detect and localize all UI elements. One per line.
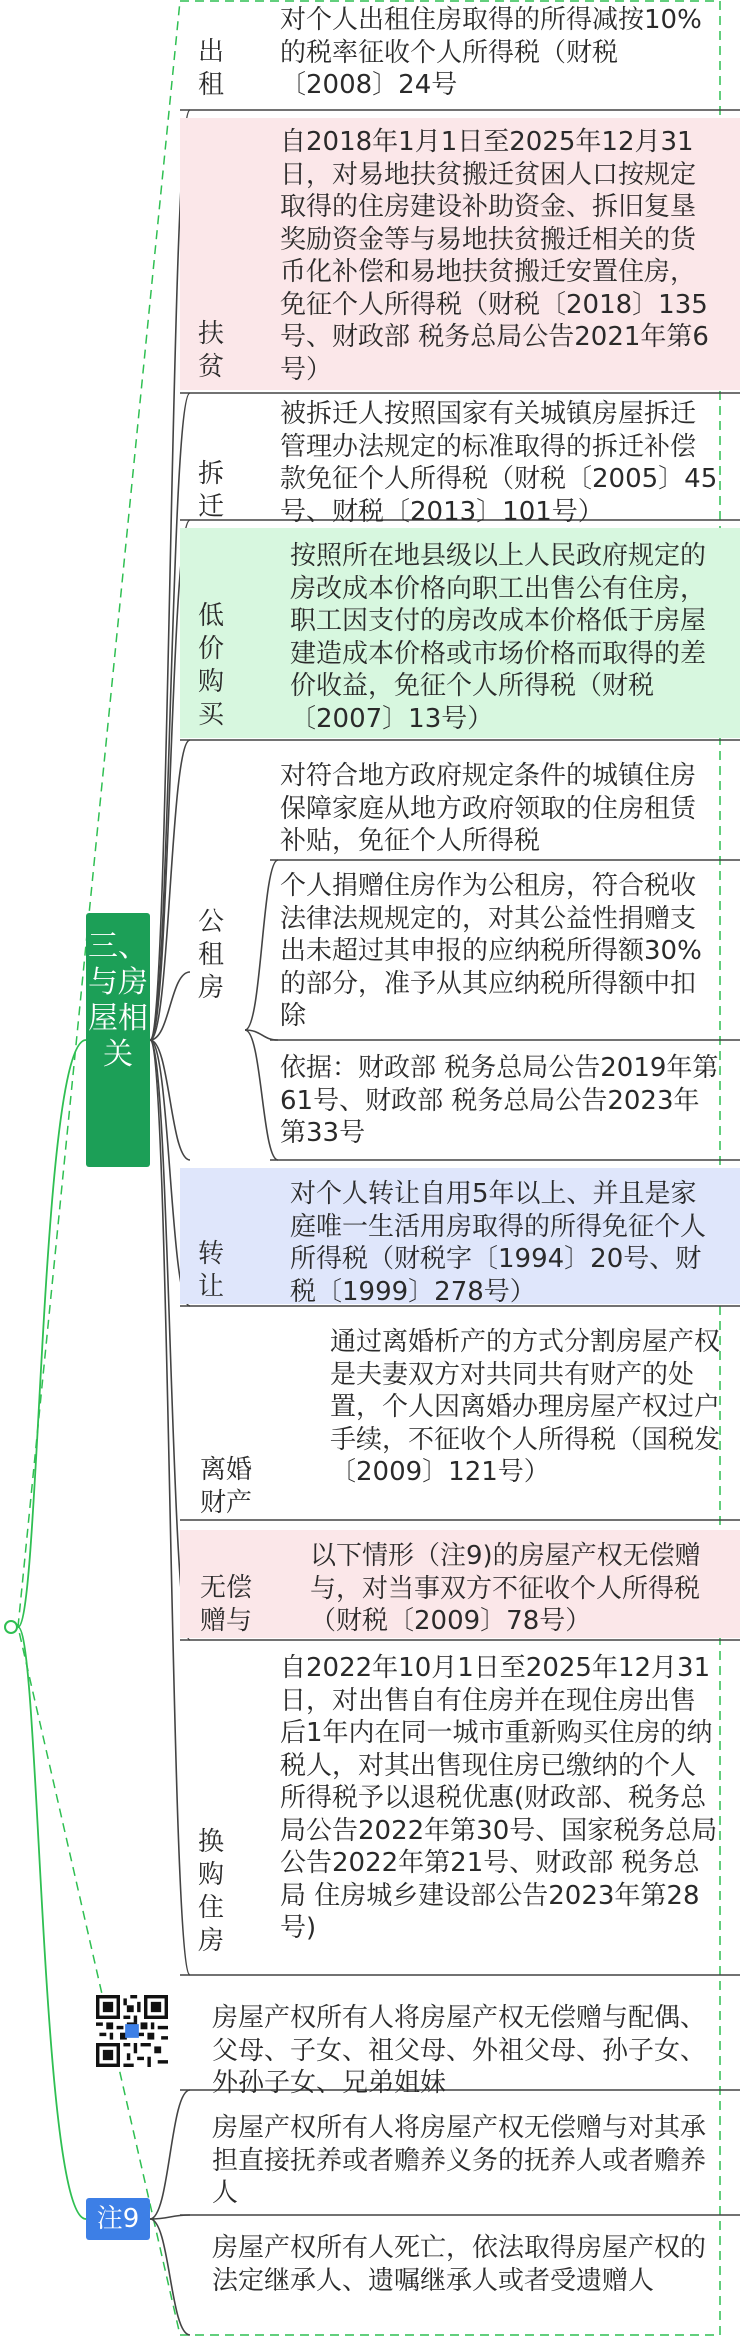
branch-label-lihun: 离婚 财产 bbox=[199, 1455, 252, 1518]
branch-text-gongzu-3: 依据：财政部 税务总局公告2019年第61号、财政部 税务总局公告2023年第33号 bbox=[280, 1053, 719, 1148]
branch-text-gongzu-1: 对符合地方政府规定条件的城镇住房保障家庭从地方政府领取的住房租赁补贴，免征个人所得税 bbox=[280, 761, 697, 856]
branch-text-chaiqian: 被拆迁人按照国家有关城镇房屋拆迁管理办法规定的标准取得的拆迁补偿款免征个人所得税（财税〔2005〕45号、财税〔2013〕101号） bbox=[280, 399, 718, 527]
branch-text-wuchang: 以下情形（注9)的房屋产权无偿赠与，对当事双方不征收个人所得税（财税〔2009〕78号） bbox=[310, 1541, 701, 1636]
note-9-node: 注9 bbox=[86, 2198, 150, 2240]
branch-label-dijia: 低 价 购 买 bbox=[197, 601, 224, 730]
qr-code-icon bbox=[96, 1995, 168, 2067]
branch-label-zhuanrang: 转 让 bbox=[197, 1239, 224, 1302]
branch-label-fupin: 扶 贫 bbox=[197, 319, 224, 382]
branch-text-chuzu: 对个人出租住房取得的所得减按10%的税率征收个人所得税（财税〔2008〕24号 bbox=[280, 5, 702, 100]
branch-text-lihun: 通过离婚析产的方式分割房屋产权是夫妻双方对共同共有财产的处置，个人因离婚办理房屋产权过户手续，不征收个人所得税（国税发〔2009〕121号） bbox=[330, 1327, 721, 1487]
branch-text-gongzu-2: 个人捐赠住房作为公租房，符合税收法律法规规定的，对其公益性捐赠支出未超过其申报的应纳税所得额30%的部分，准予从其应纳税所得额中扣除 bbox=[280, 871, 702, 1031]
branch-text-fupin: 自2018年1月1日至2025年12月31日，对易地扶贫搬迁贫困人口按规定取得的住房建设补助资金、拆旧复垦奖励资金等与易地扶贫搬迁相关的货币化补偿和易地扶贫搬迁安置住房，免征个人所得税（财税〔2018〕135号、财政部 税务总局公告2021年第6号） bbox=[280, 127, 709, 385]
branch-label-gongzu: 公 租 房 bbox=[197, 907, 224, 1003]
branch-label-chuzu: 出 租 bbox=[197, 37, 224, 100]
root-node: 三、与房屋相关 bbox=[86, 913, 150, 1167]
note-text-1: 房屋产权所有人将房屋产权无偿赠与配偶、父母、子女、祖父母、外祖父母、孙子女、外孙子女、兄弟姐妹 bbox=[212, 2003, 707, 2098]
note-text-2: 房屋产权所有人将房屋产权无偿赠与对其承担直接抚养或者赡养义务的抚养人或者赡养人 bbox=[212, 2113, 707, 2208]
branch-label-chaiqian: 拆 迁 bbox=[197, 459, 224, 522]
branch-text-huangou: 自2022年10月1日至2025年12月31日，对出售自有住房并在现住房出售后1年内在同一城市重新购买住房的纳税人，对其出售现住房已缴纳的个人所得税予以退税优惠(财政部、税务总局公告2022年第30号、国家税务总局公告2022年第21号、财政部 税务总局 住房城乡建设部公告2023年第28号) bbox=[280, 1653, 718, 1943]
branch-text-dijia: 按照所在地县级以上人民政府规定的房改成本价格向职工出售公有住房，职工因支付的房改成本价格低于房屋建造成本价格或市场价格而取得的差价收益，免征个人所得税（财税〔2007〕13号） bbox=[290, 541, 707, 734]
branch-label-huangou: 换 购 住 房 bbox=[197, 1827, 224, 1956]
branch-text-zhuanrang: 对个人转让自用5年以上、并且是家庭唯一生活用房取得的所得免征个人所得税（财税字〔1994〕20号、财税〔1999〕278号） bbox=[290, 1179, 707, 1307]
branch-label-wuchang: 无偿 赠与 bbox=[199, 1573, 252, 1636]
root-connector-dot bbox=[4, 1620, 18, 1634]
note-text-3: 房屋产权所有人死亡，依法取得房屋产权的法定继承人、遗嘱继承人或者受遗赠人 bbox=[212, 2233, 707, 2296]
